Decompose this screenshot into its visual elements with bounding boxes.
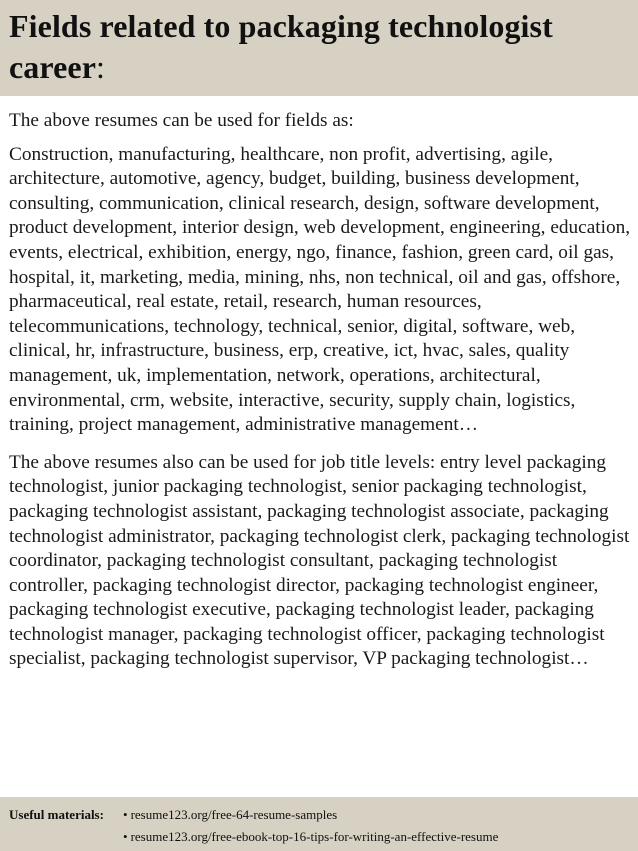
bullet-icon: • <box>123 829 128 844</box>
resource-link-samples[interactable]: resume123.org/free-64-resume-samples <box>130 807 338 822</box>
page-title <box>9 6 628 88</box>
page-title-main: Fields related to packaging technologist career <box>9 8 553 85</box>
bullet-icon: • <box>123 807 128 822</box>
footer-banner <box>0 797 638 851</box>
job-levels-text: The above resumes also can be used for job title levels: entry level packaging technologist, junior packaging technologist, senior packaging technologist, packaging technologist assistant, packaging technologist associate, packaging technologist administrator, packaging technologist clerk, packaging technologist coordinator, packaging technologist consultant, packaging technologist controller, packaging technologist director, packaging technologist engineer, packaging technologist executive, packaging technologist leader, packaging technologist manager, packaging technologist officer, packaging technologist specialist, packaging technologist supervisor, VP packaging technologist… <box>9 451 630 670</box>
page-title-colon: : <box>96 49 106 85</box>
content-body <box>9 109 631 672</box>
useful-materials-label-colon: : <box>99 807 104 822</box>
footer-row-1 <box>9 804 628 826</box>
resource-link-ebook[interactable]: resume123.org/free-ebook-top-16-tips-for-writing-an-effective-resume <box>130 829 499 844</box>
useful-materials-label-text: Useful materials <box>9 807 100 822</box>
header-banner <box>0 0 638 96</box>
fields-list-text: Construction, manufacturing, healthcare, non profit, advertising, agile, architecture, automotive, agency, budget, building, business development, consulting, communication, clinical research, design, software development, product development, interior design, web development, engineering, education, events, electrical, exhibition, energy, ngo, finance, fashion, green card, oil gas, hospital, it, marketing, media, mining, nhs, non technical, oil and gas, offshore, pharmaceutical, real estate, retail, research, human resources, telecommunications, technology, technical, senior, digital, software, web, clinical, hr, infrastructure, business, erp, creative, ict, hvac, sales, quality management, uk, implementation, network, operations, architectural, environmental, crm, website, interactive, security, supply chain, logistics, training, project management, administrative management… <box>9 143 631 436</box>
footer-row-2 <box>9 826 628 848</box>
intro-text: The above resumes can be used for fields as: <box>9 110 354 131</box>
footer-indent <box>9 826 123 848</box>
useful-materials-label <box>9 804 123 826</box>
